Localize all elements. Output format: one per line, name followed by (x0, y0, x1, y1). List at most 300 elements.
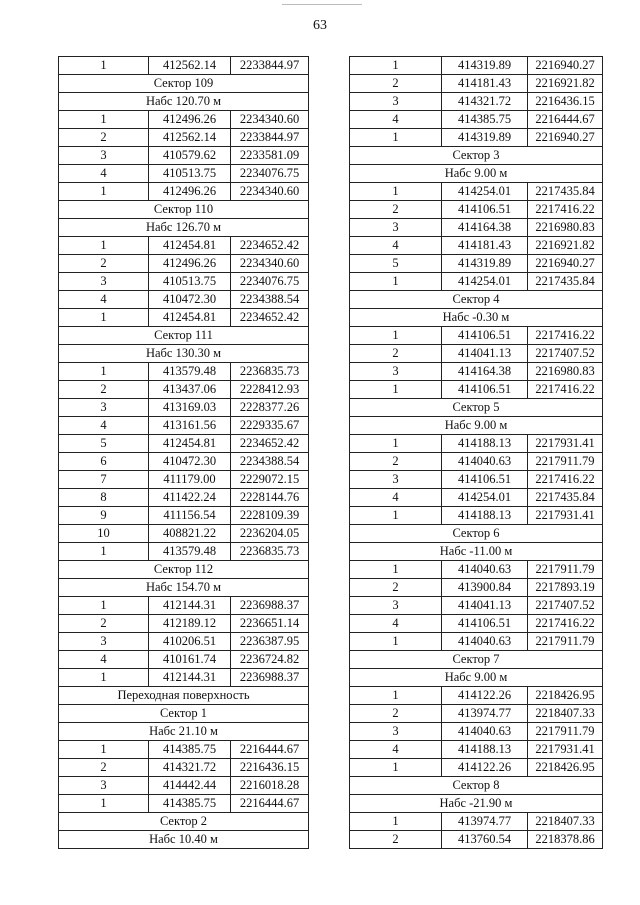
y-coordinate-cell: 2217931.41 (528, 435, 603, 453)
point-number-cell: 1 (350, 327, 442, 345)
sector-header-text: Сектор 7 (350, 651, 603, 669)
x-coordinate-cell: 414164.38 (442, 363, 528, 381)
sector-header-row (350, 525, 603, 543)
table-row (59, 615, 309, 633)
sector-header-row (350, 309, 603, 327)
point-number-cell: 1 (59, 543, 149, 561)
x-coordinate-cell: 410472.30 (149, 453, 231, 471)
point-number-cell: 3 (350, 597, 442, 615)
y-coordinate-cell: 2216980.83 (528, 219, 603, 237)
y-coordinate-cell: 2217931.41 (528, 507, 603, 525)
x-coordinate-cell: 414122.26 (442, 687, 528, 705)
point-number-cell: 1 (59, 597, 149, 615)
sector-header-row (350, 543, 603, 561)
x-coordinate-cell: 408821.22 (149, 525, 231, 543)
point-number-cell: 1 (59, 237, 149, 255)
y-coordinate-cell: 2236835.73 (231, 363, 309, 381)
sector-header-text: Сектор 1 (59, 705, 309, 723)
table-row (350, 723, 603, 741)
sector-header-text: Сектор 110 (59, 201, 309, 219)
y-coordinate-cell: 2217407.52 (528, 345, 603, 363)
y-coordinate-cell: 2216018.28 (231, 777, 309, 795)
sector-header-row (350, 651, 603, 669)
table-row (59, 57, 309, 75)
point-number-cell: 3 (350, 363, 442, 381)
sector-header-row (59, 561, 309, 579)
point-number-cell: 9 (59, 507, 149, 525)
table-row (59, 381, 309, 399)
y-coordinate-cell: 2218426.95 (528, 687, 603, 705)
table-row (350, 75, 603, 93)
coordinates-table-left (58, 56, 309, 849)
point-number-cell: 3 (350, 93, 442, 111)
y-coordinate-cell: 2217416.22 (528, 615, 603, 633)
table-row (350, 435, 603, 453)
sector-header-row (59, 327, 309, 345)
point-number-cell: 3 (59, 633, 149, 651)
table-row (350, 93, 603, 111)
table-row (59, 147, 309, 165)
sector-header-text: Набс 21.10 м (59, 723, 309, 741)
scan-mark (282, 4, 362, 6)
y-coordinate-cell: 2218378.86 (528, 831, 603, 849)
sector-header-row (59, 831, 309, 849)
y-coordinate-cell: 2234652.42 (231, 237, 309, 255)
point-number-cell: 1 (350, 507, 442, 525)
y-coordinate-cell: 2236724.82 (231, 651, 309, 669)
x-coordinate-cell: 413169.03 (149, 399, 231, 417)
x-coordinate-cell: 414040.63 (442, 561, 528, 579)
x-coordinate-cell: 412454.81 (149, 435, 231, 453)
y-coordinate-cell: 2236988.37 (231, 597, 309, 615)
point-number-cell: 3 (350, 723, 442, 741)
table-row (350, 813, 603, 831)
table-row (350, 381, 603, 399)
x-coordinate-cell: 413161.56 (149, 417, 231, 435)
table-row (59, 507, 309, 525)
point-number-cell: 4 (59, 651, 149, 669)
point-number-cell: 2 (350, 453, 442, 471)
x-coordinate-cell: 414041.13 (442, 345, 528, 363)
point-number-cell: 4 (350, 741, 442, 759)
sector-header-row (59, 579, 309, 597)
table-row (59, 417, 309, 435)
sector-header-row (59, 813, 309, 831)
sector-header-row (350, 417, 603, 435)
x-coordinate-cell: 411179.00 (149, 471, 231, 489)
y-coordinate-cell: 2217416.22 (528, 471, 603, 489)
sector-header-row (59, 201, 309, 219)
sector-header-text: Набс -21.90 м (350, 795, 603, 813)
point-number-cell: 5 (59, 435, 149, 453)
table-row (59, 759, 309, 777)
point-number-cell: 2 (59, 381, 149, 399)
x-coordinate-cell: 414106.51 (442, 327, 528, 345)
y-coordinate-cell: 2217435.84 (528, 273, 603, 291)
x-coordinate-cell: 410579.62 (149, 147, 231, 165)
point-number-cell: 2 (350, 345, 442, 363)
y-coordinate-cell: 2236835.73 (231, 543, 309, 561)
x-coordinate-cell: 414164.38 (442, 219, 528, 237)
x-coordinate-cell: 413760.54 (442, 831, 528, 849)
x-coordinate-cell: 414122.26 (442, 759, 528, 777)
y-coordinate-cell: 2234652.42 (231, 309, 309, 327)
point-number-cell: 3 (59, 399, 149, 417)
x-coordinate-cell: 414041.13 (442, 597, 528, 615)
y-coordinate-cell: 2216921.82 (528, 237, 603, 255)
x-coordinate-cell: 414385.75 (442, 111, 528, 129)
table-row (59, 651, 309, 669)
y-coordinate-cell: 2217893.19 (528, 579, 603, 597)
x-coordinate-cell: 414181.43 (442, 75, 528, 93)
x-coordinate-cell: 414040.63 (442, 723, 528, 741)
x-coordinate-cell: 412496.26 (149, 255, 231, 273)
x-coordinate-cell: 412454.81 (149, 309, 231, 327)
table-row (350, 615, 603, 633)
table-row (350, 741, 603, 759)
table-row (59, 471, 309, 489)
sector-header-text: Сектор 111 (59, 327, 309, 345)
sector-header-text: Сектор 112 (59, 561, 309, 579)
x-coordinate-cell: 414106.51 (442, 471, 528, 489)
point-number-cell: 2 (350, 75, 442, 93)
table-row (350, 201, 603, 219)
table-row (59, 255, 309, 273)
y-coordinate-cell: 2216940.27 (528, 255, 603, 273)
point-number-cell: 1 (350, 759, 442, 777)
point-number-cell: 3 (350, 471, 442, 489)
point-number-cell: 2 (350, 579, 442, 597)
y-coordinate-cell: 2234076.75 (231, 165, 309, 183)
table-row (59, 777, 309, 795)
sector-header-text: Набс 9.00 м (350, 417, 603, 435)
page-number: 63 (313, 18, 327, 33)
sector-header-text: Сектор 2 (59, 813, 309, 831)
sector-header-row (350, 669, 603, 687)
sector-header-text: Набс 9.00 м (350, 165, 603, 183)
table-row (350, 705, 603, 723)
table-row (350, 687, 603, 705)
x-coordinate-cell: 414319.89 (442, 255, 528, 273)
y-coordinate-cell: 2216921.82 (528, 75, 603, 93)
x-coordinate-cell: 412144.31 (149, 669, 231, 687)
table-row (350, 183, 603, 201)
point-number-cell: 7 (59, 471, 149, 489)
table-row (350, 471, 603, 489)
point-number-cell: 2 (350, 705, 442, 723)
point-number-cell: 4 (350, 615, 442, 633)
table-body (350, 57, 603, 849)
x-coordinate-cell: 414385.75 (149, 795, 231, 813)
y-coordinate-cell: 2234388.54 (231, 291, 309, 309)
y-coordinate-cell: 2216940.27 (528, 129, 603, 147)
sector-header-text: Сектор 8 (350, 777, 603, 795)
x-coordinate-cell: 410513.75 (149, 165, 231, 183)
y-coordinate-cell: 2218426.95 (528, 759, 603, 777)
point-number-cell: 2 (59, 129, 149, 147)
x-coordinate-cell: 414442.44 (149, 777, 231, 795)
x-coordinate-cell: 410472.30 (149, 291, 231, 309)
y-coordinate-cell: 2233581.09 (231, 147, 309, 165)
y-coordinate-cell: 2233844.97 (231, 129, 309, 147)
y-coordinate-cell: 2228377.26 (231, 399, 309, 417)
table-row (59, 525, 309, 543)
x-coordinate-cell: 414254.01 (442, 489, 528, 507)
table-row (350, 111, 603, 129)
x-coordinate-cell: 410161.74 (149, 651, 231, 669)
sector-header-row (59, 687, 309, 705)
sector-header-text: Сектор 6 (350, 525, 603, 543)
table-row (59, 453, 309, 471)
x-coordinate-cell: 411156.54 (149, 507, 231, 525)
table-row (350, 345, 603, 363)
point-number-cell: 1 (350, 561, 442, 579)
point-number-cell: 1 (350, 183, 442, 201)
point-number-cell: 6 (59, 453, 149, 471)
x-coordinate-cell: 414188.13 (442, 435, 528, 453)
x-coordinate-cell: 414321.72 (442, 93, 528, 111)
point-number-cell: 2 (350, 831, 442, 849)
point-number-cell: 2 (350, 201, 442, 219)
point-number-cell: 1 (350, 129, 442, 147)
table-row (350, 363, 603, 381)
point-number-cell: 1 (59, 309, 149, 327)
table-row (59, 399, 309, 417)
sector-header-row (350, 777, 603, 795)
x-coordinate-cell: 413900.84 (442, 579, 528, 597)
y-coordinate-cell: 2228144.76 (231, 489, 309, 507)
y-coordinate-cell: 2216436.15 (231, 759, 309, 777)
sector-header-row (59, 75, 309, 93)
y-coordinate-cell: 2234340.60 (231, 255, 309, 273)
point-number-cell: 1 (59, 741, 149, 759)
point-number-cell: 5 (350, 255, 442, 273)
sector-header-row (59, 723, 309, 741)
table-row (350, 255, 603, 273)
x-coordinate-cell: 414188.13 (442, 741, 528, 759)
table-row (350, 633, 603, 651)
x-coordinate-cell: 414319.89 (442, 57, 528, 75)
y-coordinate-cell: 2228109.39 (231, 507, 309, 525)
x-coordinate-cell: 414321.72 (149, 759, 231, 777)
y-coordinate-cell: 2216444.67 (528, 111, 603, 129)
sector-header-row (350, 147, 603, 165)
y-coordinate-cell: 2218407.33 (528, 705, 603, 723)
point-number-cell: 3 (59, 147, 149, 165)
point-number-cell: 1 (350, 273, 442, 291)
x-coordinate-cell: 414106.51 (442, 201, 528, 219)
sector-header-text: Сектор 3 (350, 147, 603, 165)
x-coordinate-cell: 413437.06 (149, 381, 231, 399)
x-coordinate-cell: 412496.26 (149, 183, 231, 201)
table-row (350, 129, 603, 147)
point-number-cell: 1 (59, 183, 149, 201)
sector-header-row (350, 795, 603, 813)
point-number-cell: 4 (59, 291, 149, 309)
y-coordinate-cell: 2234340.60 (231, 111, 309, 129)
table-row (59, 543, 309, 561)
coordinates-table-right (349, 56, 603, 849)
point-number-cell: 3 (59, 273, 149, 291)
y-coordinate-cell: 2234340.60 (231, 183, 309, 201)
table-row (350, 219, 603, 237)
y-coordinate-cell: 2217435.84 (528, 183, 603, 201)
table-row (59, 669, 309, 687)
table-row (350, 759, 603, 777)
table-row (350, 327, 603, 345)
x-coordinate-cell: 414254.01 (442, 273, 528, 291)
table-row (59, 795, 309, 813)
sector-header-text: Набс 120.70 м (59, 93, 309, 111)
x-coordinate-cell: 414181.43 (442, 237, 528, 255)
point-number-cell: 4 (350, 237, 442, 255)
y-coordinate-cell: 2217416.22 (528, 201, 603, 219)
point-number-cell: 4 (59, 165, 149, 183)
sector-header-row (350, 291, 603, 309)
sector-header-text: Набс 130.30 м (59, 345, 309, 363)
point-number-cell: 10 (59, 525, 149, 543)
x-coordinate-cell: 412562.14 (149, 129, 231, 147)
table-row (59, 435, 309, 453)
table-row (350, 561, 603, 579)
x-coordinate-cell: 414106.51 (442, 381, 528, 399)
table-row (350, 831, 603, 849)
table-row (59, 309, 309, 327)
y-coordinate-cell: 2233844.97 (231, 57, 309, 75)
y-coordinate-cell: 2216980.83 (528, 363, 603, 381)
y-coordinate-cell: 2217407.52 (528, 597, 603, 615)
y-coordinate-cell: 2236988.37 (231, 669, 309, 687)
point-number-cell: 3 (350, 219, 442, 237)
x-coordinate-cell: 412189.12 (149, 615, 231, 633)
sector-header-row (59, 705, 309, 723)
x-coordinate-cell: 414040.63 (442, 453, 528, 471)
point-number-cell: 1 (350, 633, 442, 651)
y-coordinate-cell: 2217911.79 (528, 633, 603, 651)
table-row (59, 129, 309, 147)
sector-header-text: Сектор 109 (59, 75, 309, 93)
point-number-cell: 1 (350, 57, 442, 75)
y-coordinate-cell: 2234388.54 (231, 453, 309, 471)
y-coordinate-cell: 2217911.79 (528, 723, 603, 741)
point-number-cell: 3 (59, 777, 149, 795)
y-coordinate-cell: 2216940.27 (528, 57, 603, 75)
sector-header-text: Набс -0.30 м (350, 309, 603, 327)
point-number-cell: 2 (59, 255, 149, 273)
table-row (59, 183, 309, 201)
table-row (59, 273, 309, 291)
table-row (350, 453, 603, 471)
point-number-cell: 2 (59, 615, 149, 633)
table-row (350, 597, 603, 615)
point-number-cell: 1 (59, 111, 149, 129)
y-coordinate-cell: 2217931.41 (528, 741, 603, 759)
sector-header-text: Набс 9.00 м (350, 669, 603, 687)
table-row (59, 363, 309, 381)
point-number-cell: 1 (59, 669, 149, 687)
x-coordinate-cell: 410513.75 (149, 273, 231, 291)
table-row (350, 489, 603, 507)
y-coordinate-cell: 2217435.84 (528, 489, 603, 507)
y-coordinate-cell: 2218407.33 (528, 813, 603, 831)
table-row (59, 741, 309, 759)
x-coordinate-cell: 410206.51 (149, 633, 231, 651)
table-row (350, 237, 603, 255)
y-coordinate-cell: 2234652.42 (231, 435, 309, 453)
table-row (350, 273, 603, 291)
point-number-cell: 4 (59, 417, 149, 435)
point-number-cell: 2 (59, 759, 149, 777)
table-row (350, 579, 603, 597)
sector-header-text: Набс 126.70 м (59, 219, 309, 237)
y-coordinate-cell: 2229072.15 (231, 471, 309, 489)
y-coordinate-cell: 2229335.67 (231, 417, 309, 435)
point-number-cell: 1 (59, 57, 149, 75)
table-row (59, 291, 309, 309)
y-coordinate-cell: 2236387.95 (231, 633, 309, 651)
table-row (59, 597, 309, 615)
y-coordinate-cell: 2216444.67 (231, 741, 309, 759)
table-row (59, 165, 309, 183)
x-coordinate-cell: 412144.31 (149, 597, 231, 615)
sector-header-text: Набс 154.70 м (59, 579, 309, 597)
x-coordinate-cell: 413579.48 (149, 363, 231, 381)
point-number-cell: 1 (350, 381, 442, 399)
point-number-cell: 4 (350, 489, 442, 507)
sector-header-text: Набс -11.00 м (350, 543, 603, 561)
x-coordinate-cell: 414254.01 (442, 183, 528, 201)
point-number-cell: 1 (350, 435, 442, 453)
sector-header-text: Набс 10.40 м (59, 831, 309, 849)
y-coordinate-cell: 2236651.14 (231, 615, 309, 633)
y-coordinate-cell: 2217911.79 (528, 561, 603, 579)
sector-header-row (59, 219, 309, 237)
point-number-cell: 1 (59, 363, 149, 381)
sector-header-row (350, 165, 603, 183)
y-coordinate-cell: 2228412.93 (231, 381, 309, 399)
table-row (350, 57, 603, 75)
sector-header-row (350, 399, 603, 417)
y-coordinate-cell: 2217911.79 (528, 453, 603, 471)
table-row (59, 633, 309, 651)
sector-header-text: Сектор 4 (350, 291, 603, 309)
x-coordinate-cell: 413974.77 (442, 813, 528, 831)
y-coordinate-cell: 2234076.75 (231, 273, 309, 291)
y-coordinate-cell: 2217416.22 (528, 327, 603, 345)
table-row (59, 489, 309, 507)
sector-header-row (59, 345, 309, 363)
x-coordinate-cell: 414106.51 (442, 615, 528, 633)
y-coordinate-cell: 2236204.05 (231, 525, 309, 543)
table-row (350, 507, 603, 525)
sector-header-row (59, 93, 309, 111)
y-coordinate-cell: 2217416.22 (528, 381, 603, 399)
x-coordinate-cell: 412562.14 (149, 57, 231, 75)
x-coordinate-cell: 413579.48 (149, 543, 231, 561)
table-row (59, 111, 309, 129)
x-coordinate-cell: 414040.63 (442, 633, 528, 651)
x-coordinate-cell: 412496.26 (149, 111, 231, 129)
table-body (59, 57, 309, 849)
x-coordinate-cell: 414385.75 (149, 741, 231, 759)
point-number-cell: 1 (350, 813, 442, 831)
point-number-cell: 4 (350, 111, 442, 129)
sector-header-text: Сектор 5 (350, 399, 603, 417)
y-coordinate-cell: 2216444.67 (231, 795, 309, 813)
x-coordinate-cell: 413974.77 (442, 705, 528, 723)
x-coordinate-cell: 414188.13 (442, 507, 528, 525)
point-number-cell: 8 (59, 489, 149, 507)
